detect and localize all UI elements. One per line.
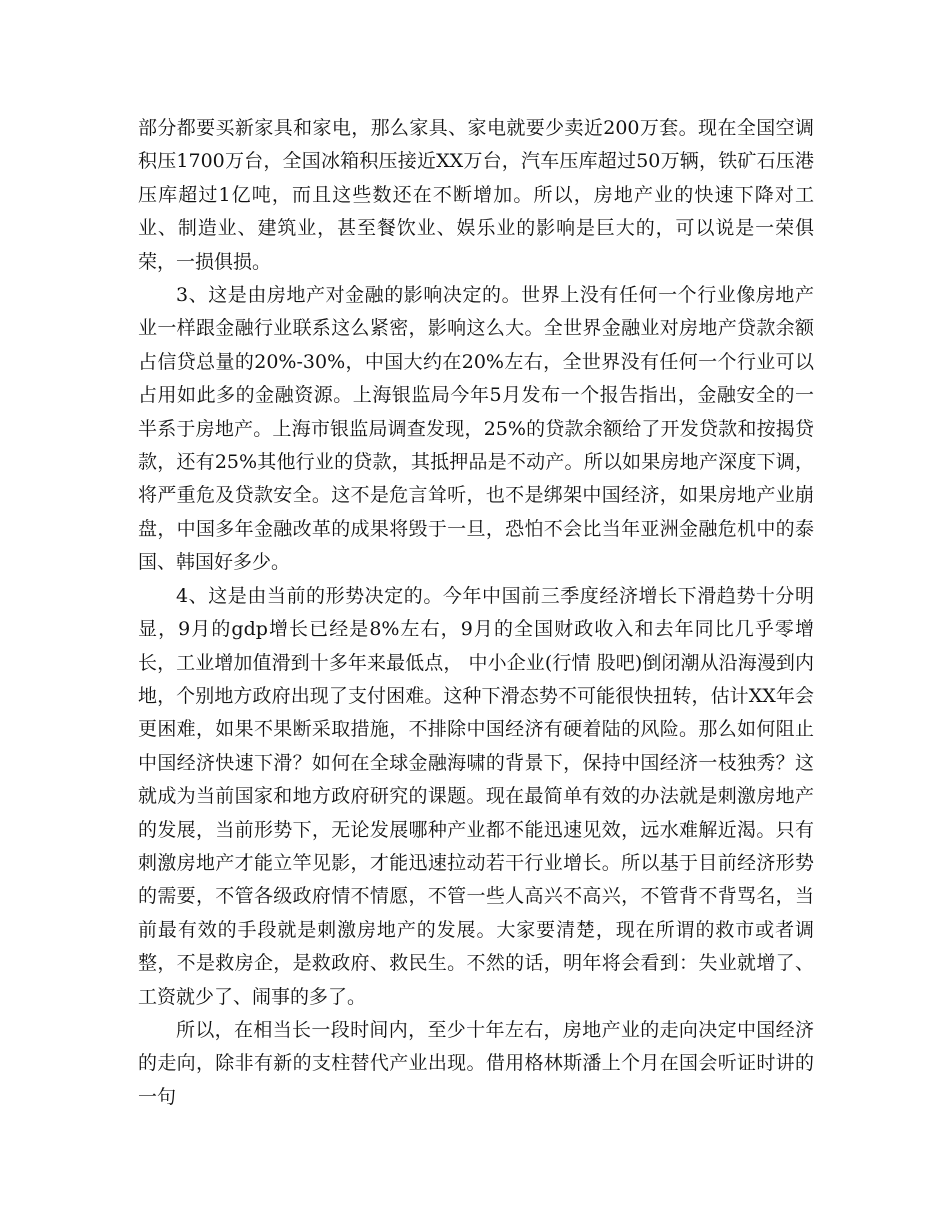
paragraph-continuation: 部分都要买新家具和家电，那么家具、家电就要少卖近200万套。现在全国空调积压1700万台，全国冰箱积压接近XX万台，汽车压库超过50万辆，铁矿石压港压库超过1亿吨，而且这些数还在不断增加。所以，房地产业的快速下降对工业、制造业、建筑业，甚至餐饮业、娱乐业的影响是巨大的，可以说是一荣俱荣，一损俱损。 [138, 117, 814, 273]
paragraph-conclusion: 所以，在相当长一段时间内，至少十年左右，房地产业的走向决定中国经济的走向，除非有新的支柱替代产业出现。借用格林斯潘上个月在国会听证时讲的一句 [138, 1018, 814, 1108]
paragraph-point-4: 4、这是由当前的形势决定的。今年中国前三季度经济增长下滑趋势十分明显，9月的gdp增长已经是8%左右，9月的全国财政收入和去年同比几乎零增长，工业增加值滑到十多年来最低点， 中小企业(行情 股吧)倒闭潮从沿海漫到内地，个别地方政府出现了支付困难。这种下滑态势不可能很快扭转，估计XX年会更困难，如果不果断采取措施，不排除中国经济有硬着陆的风险。那么如何阻止中国经济快速下滑？如何在全球金融海啸的背景下，保持中国经济一枝独秀？这就成为当前国家和地方政府研究的课题。现在最简单有效的办法就是刺激房地产的发展，当前形势下，无论发展哪种产业都不能迅速见效，远水难解近渴。只有刺激房地产才能立竿见影，才能迅速拉动若干行业增长。所以基于目前经济形势的需要，不管各级政府情不情愿，不管一些人高兴不高兴，不管背不背骂名，当前最有效的手段就是刺激房地产的发展。大家要清楚，现在所谓的救市或者调整，不是救房企，是救政府、救民生。不然的话，明年将会看到：失业就增了、工资就少了、闹事的多了。 [138, 584, 814, 1008]
document-page [138, 112, 814, 1114]
paragraph-point-3: 3、这是由房地产对金融的影响决定的。世界上没有任何一个行业像房地产业一样跟金融行业联系这么紧密，影响这么大。全世界金融业对房地产贷款余额占信贷总量的20%-30%，中国大约在20%左右，全世界没有任何一个行业可以占用如此多的金融资源。上海银监局今年5月发布一个报告指出，金融安全的一半系于房地产。上海市银监局调查发现，25%的贷款余额给了开发贷款和按揭贷款，还有25%其他行业的贷款，其抵押品是不动产。所以如果房地产深度下调，将严重危及贷款安全。这不是危言耸听，也不是绑架中国经济，如果房地产业崩盘，中国多年金融改革的成果将毁于一旦，恐怕不会比当年亚洲金融危机中的泰国、韩国好多少。 [138, 284, 814, 574]
